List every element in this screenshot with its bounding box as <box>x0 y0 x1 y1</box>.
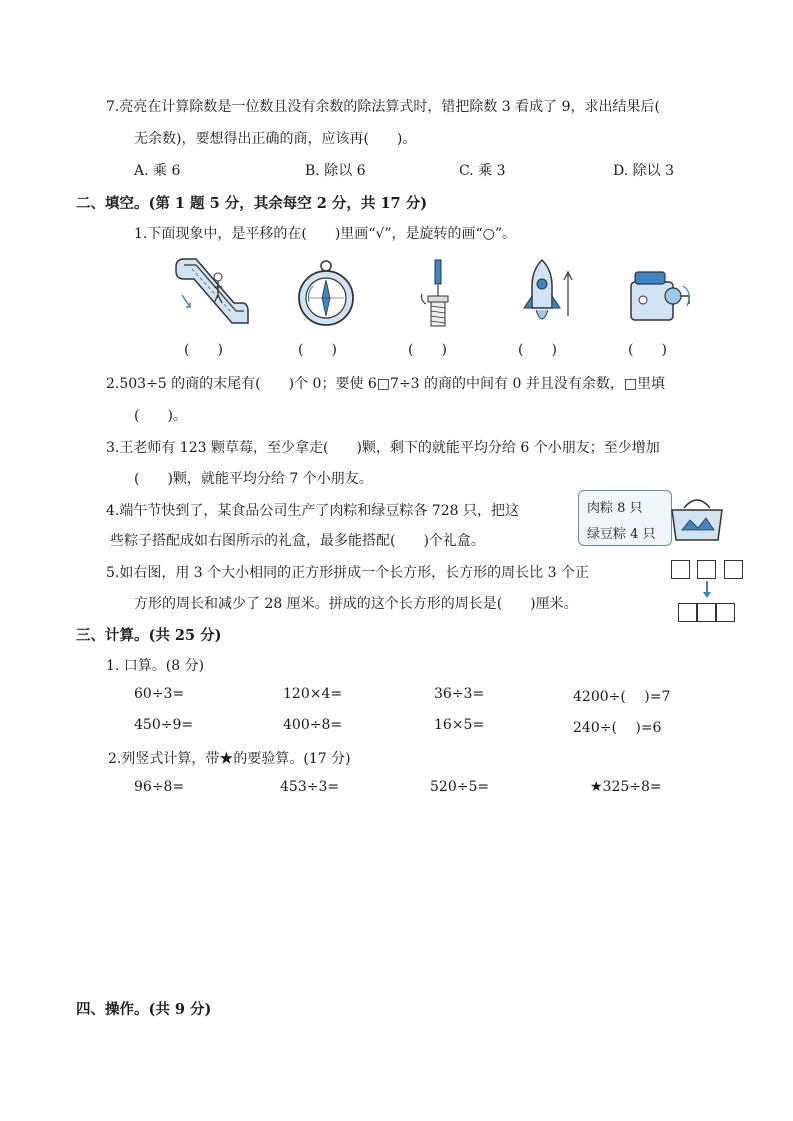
gift-card-mungbean: 绿豆粽 4 只 <box>587 527 656 542</box>
compass-icon <box>295 258 357 326</box>
oral-r2-c4: 240÷( )=6 <box>573 720 662 736</box>
q7-option-a: A. 乘 6 <box>134 163 181 179</box>
blank-rocket[interactable]: ( ) <box>518 342 557 358</box>
s2-q3-line2: ( )颗，就能平均分给 7 个小朋友。 <box>134 471 373 487</box>
section4-title: 四、操作。(共 9 分) <box>76 1001 212 1018</box>
q7-line2: 无余数)，要想得出正确的商，应该再( )。 <box>134 131 417 147</box>
square-top-1 <box>671 560 690 579</box>
oral-r2-c3: 16×5= <box>434 717 485 733</box>
blank-escalator[interactable]: ( ) <box>184 342 223 358</box>
square-top-3 <box>724 560 743 579</box>
blank-sharpener[interactable]: ( ) <box>628 342 667 358</box>
oral-title: 1. 口算。(8 分) <box>106 658 205 674</box>
square-bottom-3 <box>716 603 735 622</box>
q7-option-b: B. 除以 6 <box>305 163 366 179</box>
s2-q5-line1: 5.如右图，用 3 个大小相同的正方形拼成一个长方形，长方形的周长比 3 个正 <box>106 565 589 581</box>
vertical-item-1: 96÷8= <box>134 779 185 795</box>
oral-r1-c3: 36÷3= <box>434 686 485 702</box>
blank-compass[interactable]: ( ) <box>298 342 337 358</box>
vertical-item-3: 520÷5= <box>430 779 490 795</box>
gift-card <box>578 490 672 546</box>
pencil-sharpener-icon <box>625 266 695 326</box>
s2-q4-line2: 些粽子搭配成如右图所示的礼盒，最多能搭配( )个礼盒。 <box>110 533 485 549</box>
oral-r2-c2: 400÷8= <box>283 717 343 733</box>
q7-option-c: C. 乘 3 <box>459 163 506 179</box>
gift-card-meat: 肉粽 8 只 <box>587 501 643 516</box>
square-bottom-2 <box>697 603 716 622</box>
square-bottom-1 <box>678 603 697 622</box>
escalator-icon <box>172 255 252 330</box>
s2-q3-line1: 3.王老师有 123 颗草莓，至少拿走( )颗，剩下的就能平均分给 6 个小朋友；至少增加 <box>106 440 660 456</box>
q7-option-d: D. 除以 3 <box>613 163 674 179</box>
screw-icon <box>418 258 458 330</box>
vertical-item-4: ★325÷8= <box>590 779 662 795</box>
oral-r1-c2: 120×4= <box>283 686 343 702</box>
blank-screw[interactable]: ( ) <box>408 342 447 358</box>
s2-q1: 1.下面现象中，是平移的在( )里画“√”，是旋转的画“○”。 <box>134 226 517 242</box>
down-arrow-icon <box>701 580 713 600</box>
q7-line1: 7.亮亮在计算除数是一位数且没有余数的除法算式时，错把除数 3 看成了 9，求出结果后( <box>106 99 660 115</box>
vertical-item-2: 453÷3= <box>280 779 340 795</box>
rocket-icon <box>522 256 574 332</box>
oral-r2-c1: 450÷9= <box>134 717 194 733</box>
vertical-title: 2.列竖式计算，带★的要验算。(17 分) <box>108 751 351 767</box>
s2-q2-line1: 2.503÷5 的商的末尾有( )个 0；要使 6□7÷3 的商的中间有 0 并且没有余数，□里填 <box>106 376 666 392</box>
s2-q5-line2: 方形的周长和减少了 28 厘米。拼成的这个长方形的周长是( )厘米。 <box>134 596 578 612</box>
section2-title: 二、填空。(第 1 题 5 分，其余每空 2 分，共 17 分) <box>76 195 428 212</box>
s2-q4-line1: 4.端午节快到了，某食品公司生产了肉粽和绿豆粽各 728 只，把这 <box>106 503 519 519</box>
square-top-2 <box>697 560 716 579</box>
gift-box-icon <box>668 492 726 544</box>
oral-r1-c1: 60÷3= <box>134 686 185 702</box>
s2-q2-line2: ( )。 <box>134 408 187 424</box>
section3-title: 三、计算。(共 25 分) <box>76 627 222 644</box>
oral-r1-c4: 4200÷( )=7 <box>573 689 671 705</box>
